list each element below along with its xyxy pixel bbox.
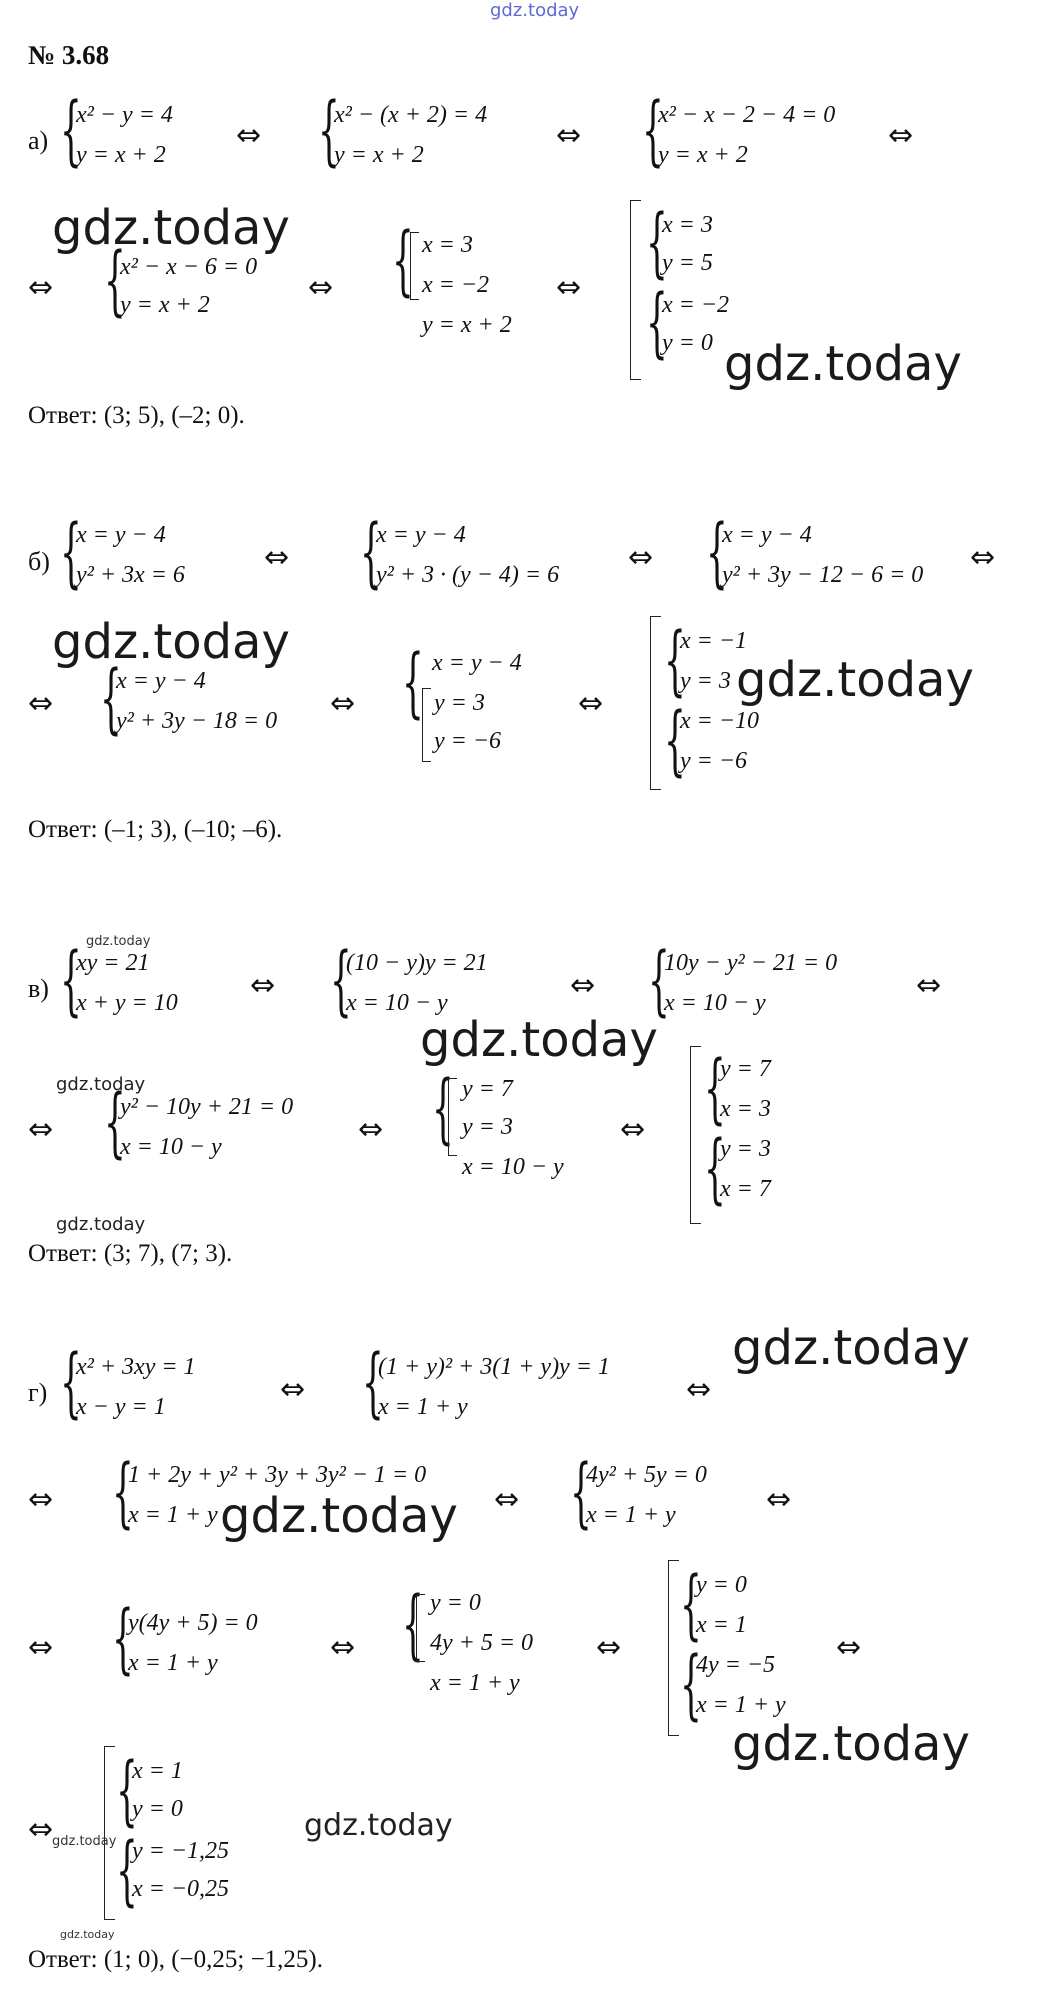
equation: y(4y + 5) = 0 <box>128 1610 258 1636</box>
part-a-label: а) <box>28 126 49 155</box>
answer-g: Ответ: (1; 0), (−0,25; −1,25). <box>28 1946 323 1973</box>
equivalence-arrow: ⇔ <box>308 270 334 305</box>
equivalence-arrow: ⇔ <box>264 540 290 575</box>
watermark: gdz.today <box>60 1928 115 1941</box>
equation: x = 10 − y <box>462 1154 564 1180</box>
equation: x = 3 <box>422 232 473 258</box>
system-brace: { <box>60 935 82 1024</box>
system-brace: { <box>100 653 122 742</box>
equation: y² + 3 · (y − 4) = 6 <box>376 562 560 588</box>
equation: x = 10 − y <box>346 990 448 1016</box>
system-brace: { <box>116 1745 138 1834</box>
equation: 4y = −5 <box>696 1652 776 1678</box>
system-brace: { <box>642 85 664 174</box>
equation: x² − x − 6 = 0 <box>120 254 258 280</box>
equivalence-arrow: ⇔ <box>280 1372 306 1407</box>
watermark: gdz.today <box>732 1716 970 1772</box>
equation: y = −6 <box>434 728 502 754</box>
system-brace: { <box>360 507 382 596</box>
system-brace: { <box>704 1123 726 1212</box>
equation: y = 3 <box>434 690 485 716</box>
equation: 4y + 5 = 0 <box>430 1630 534 1656</box>
equation: x = −0,25 <box>132 1876 230 1902</box>
equation: x = 1 <box>132 1758 183 1784</box>
system-brace: { <box>680 1559 702 1648</box>
watermark: gdz.today <box>724 336 962 392</box>
equation: x = 1 + y <box>430 1670 520 1696</box>
equivalence-arrow: ⇔ <box>596 1630 622 1665</box>
part-b-label: б) <box>28 547 50 576</box>
equation: y = 3 <box>720 1136 771 1162</box>
equation: y = −6 <box>680 748 748 774</box>
system-brace: { <box>680 1639 702 1728</box>
system-brace: { <box>318 85 340 174</box>
union-bracket <box>668 1560 679 1736</box>
equation: x + y = 10 <box>76 990 178 1016</box>
union-bracket <box>104 1746 115 1920</box>
equivalence-arrow: ⇔ <box>766 1482 792 1517</box>
equation: x = −2 <box>422 272 490 298</box>
equation: y = x + 2 <box>76 142 166 168</box>
system-brace: { <box>60 1337 82 1426</box>
system-brace: { <box>392 215 414 304</box>
union-bracket <box>422 688 431 762</box>
equation: x² + 3xy = 1 <box>76 1354 196 1380</box>
system-brace: { <box>104 1077 126 1166</box>
equivalence-arrow: ⇔ <box>556 270 582 305</box>
system-brace: { <box>60 85 82 174</box>
answer-a: Ответ: (3; 5), (–2; 0). <box>28 402 245 429</box>
equation: y = x + 2 <box>334 142 424 168</box>
equation: x² − y = 4 <box>76 102 173 128</box>
watermark: gdz.today <box>56 1214 146 1235</box>
equivalence-arrow: ⇔ <box>28 1630 54 1665</box>
system-brace: { <box>112 1447 134 1536</box>
equation: y = −1,25 <box>132 1838 230 1864</box>
equation: y = 3 <box>462 1114 513 1140</box>
watermark: gdz.today <box>52 614 290 670</box>
equation: x² − x − 2 − 4 = 0 <box>658 102 836 128</box>
equivalence-arrow: ⇔ <box>628 540 654 575</box>
equation: x = 1 + y <box>378 1394 468 1420</box>
watermark: gdz.today <box>732 1320 970 1376</box>
equivalence-arrow: ⇔ <box>28 1112 54 1147</box>
equation: (1 + y)² + 3(1 + y)y = 1 <box>378 1354 610 1380</box>
equation: y = 3 <box>680 668 731 694</box>
equation: x = 1 + y <box>586 1502 676 1528</box>
system-brace: { <box>402 637 424 726</box>
system-brace: { <box>648 935 670 1024</box>
union-bracket <box>410 232 419 300</box>
equation: y² + 3y − 12 − 6 = 0 <box>722 562 924 588</box>
answer-b: Ответ: (–1; 3), (–10; –6). <box>28 816 283 843</box>
equation: x² − (x + 2) = 4 <box>334 102 488 128</box>
equation: 4y² + 5y = 0 <box>586 1462 707 1488</box>
equation: x = 10 − y <box>120 1134 222 1160</box>
equivalence-arrow: ⇔ <box>28 1482 54 1517</box>
equation: x = y − 4 <box>116 668 206 694</box>
system-brace: { <box>330 935 352 1024</box>
part-g-label: г) <box>28 1378 48 1407</box>
system-brace: { <box>664 615 686 704</box>
equation: y = x + 2 <box>422 312 512 338</box>
equivalence-arrow: ⇔ <box>358 1112 384 1147</box>
equation: (10 − y)y = 21 <box>346 950 488 976</box>
watermark: gdz.today <box>220 1488 458 1544</box>
answer-v: Ответ: (3; 7), (7; 3). <box>28 1240 233 1267</box>
equation: x = 3 <box>662 212 713 238</box>
equivalence-arrow: ⇔ <box>330 1630 356 1665</box>
system-brace: { <box>704 1043 726 1132</box>
equivalence-arrow: ⇔ <box>578 686 604 721</box>
watermark: gdz.today <box>56 1074 146 1095</box>
equation: y² + 3y − 18 = 0 <box>116 708 278 734</box>
part-v-label: в) <box>28 974 49 1003</box>
system-brace: { <box>570 1447 592 1536</box>
equation: x = 7 <box>720 1176 771 1202</box>
equation: y = 0 <box>132 1796 183 1822</box>
system-brace: { <box>402 1579 424 1668</box>
system-brace: { <box>116 1825 138 1914</box>
equation: x = y − 4 <box>76 522 166 548</box>
union-bracket <box>630 200 641 380</box>
watermark: gdz.today <box>736 652 974 708</box>
equation: x = −2 <box>662 292 730 318</box>
equation: 1 + 2y + y² + 3y + 3y² − 1 = 0 <box>128 1462 427 1488</box>
union-bracket <box>448 1078 457 1156</box>
equation: y = x + 2 <box>658 142 748 168</box>
watermark: gdz.today <box>52 200 290 256</box>
watermark: gdz.today <box>86 934 151 949</box>
equation: y² − 10y + 21 = 0 <box>120 1094 294 1120</box>
equation: x = 3 <box>720 1096 771 1122</box>
equivalence-arrow: ⇔ <box>570 968 596 1003</box>
system-brace: { <box>646 277 668 366</box>
system-brace: { <box>664 695 686 784</box>
equivalence-arrow: ⇔ <box>250 968 276 1003</box>
equivalence-arrow: ⇔ <box>28 686 54 721</box>
equivalence-arrow: ⇔ <box>686 1372 712 1407</box>
system-brace: { <box>646 197 668 286</box>
equivalence-arrow: ⇔ <box>494 1482 520 1517</box>
watermark: gdz.today <box>304 1808 453 1843</box>
equivalence-arrow: ⇔ <box>916 968 942 1003</box>
equivalence-arrow: ⇔ <box>556 118 582 153</box>
equivalence-arrow: ⇔ <box>970 540 996 575</box>
equation: y² + 3x = 6 <box>76 562 185 588</box>
equivalence-arrow: ⇔ <box>28 1812 54 1847</box>
equivalence-arrow: ⇔ <box>330 686 356 721</box>
equivalence-arrow: ⇔ <box>620 1112 646 1147</box>
equation: y = 7 <box>462 1076 513 1102</box>
equation: x = −10 <box>680 708 760 734</box>
equivalence-arrow: ⇔ <box>836 1630 862 1665</box>
union-bracket <box>650 616 661 790</box>
equation: x = 1 + y <box>128 1502 218 1528</box>
system-brace: { <box>362 1337 384 1426</box>
equation: y = 0 <box>430 1590 481 1616</box>
equation: y = x + 2 <box>120 292 210 318</box>
watermark: gdz.today <box>420 1012 658 1068</box>
system-brace: { <box>432 1063 454 1152</box>
equivalence-arrow: ⇔ <box>888 118 914 153</box>
equation: x = 10 − y <box>664 990 766 1016</box>
union-bracket <box>690 1046 701 1224</box>
equation: xy = 21 <box>76 950 150 976</box>
equation: y = 0 <box>662 330 713 356</box>
equation: x = 1 + y <box>696 1692 786 1718</box>
equation: x = y − 4 <box>376 522 466 548</box>
watermark: gdz.today <box>52 1834 117 1849</box>
equation: y = 5 <box>662 250 713 276</box>
equation: x = 1 <box>696 1612 747 1638</box>
equivalence-arrow: ⇔ <box>236 118 262 153</box>
equation: x = −1 <box>680 628 748 654</box>
system-brace: { <box>104 235 126 324</box>
equation: x − y = 1 <box>76 1394 166 1420</box>
header-site-watermark: gdz.today <box>490 0 580 21</box>
system-brace: { <box>706 507 728 596</box>
equation: x = y − 4 <box>432 650 522 676</box>
system-brace: { <box>60 507 82 596</box>
problem-number: № 3.68 <box>28 40 110 70</box>
equivalence-arrow: ⇔ <box>28 270 54 305</box>
equation: x = 1 + y <box>128 1650 218 1676</box>
equation: x = y − 4 <box>722 522 812 548</box>
union-bracket <box>416 1594 425 1662</box>
equation: y = 7 <box>720 1056 771 1082</box>
equation: 10y − y² − 21 = 0 <box>664 950 838 976</box>
system-brace: { <box>112 1593 134 1682</box>
equation: y = 0 <box>696 1572 747 1598</box>
